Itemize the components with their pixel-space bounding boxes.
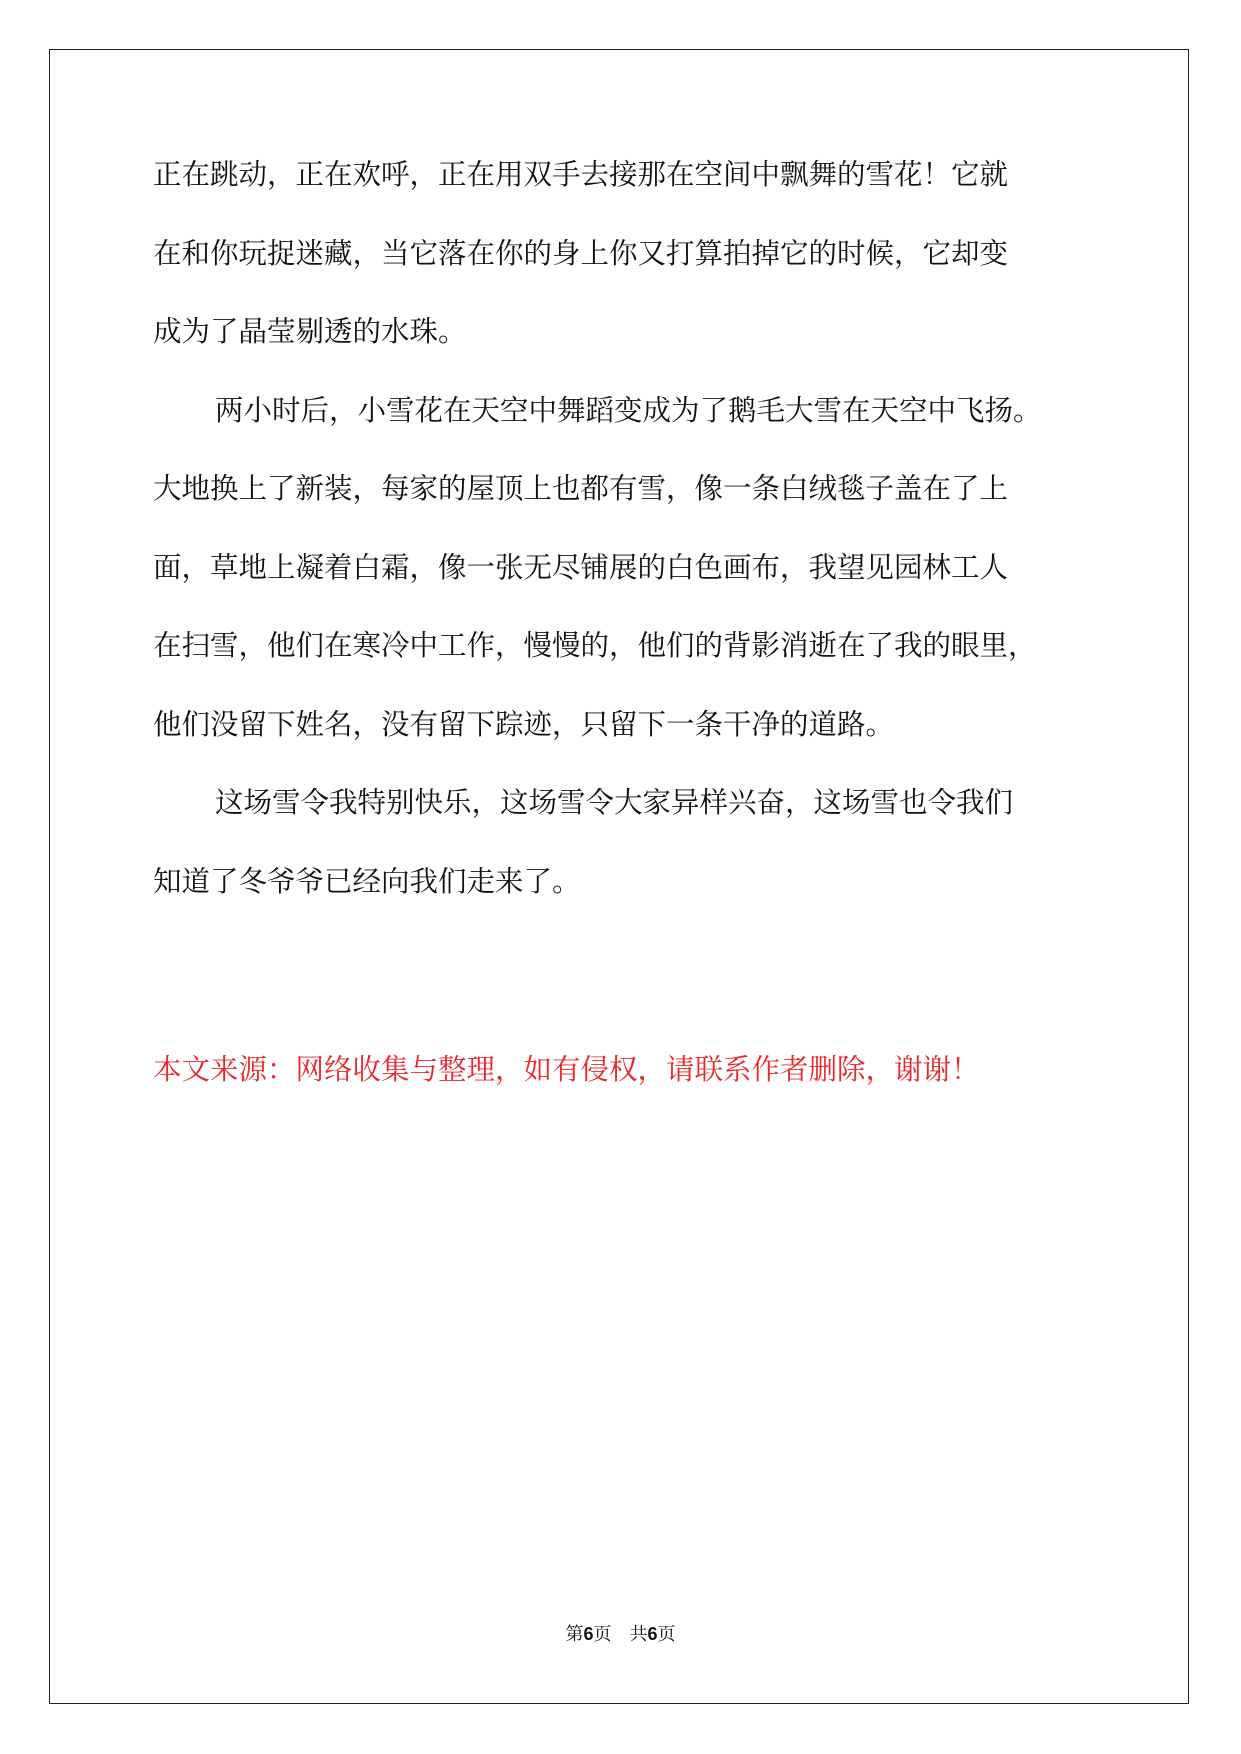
text-line: 在和你玩捉迷藏，当它落在你的身上你又打算拍掉它的时候，它却变 xyxy=(153,236,1009,270)
text-line: 面，草地上凝着白霜，像一张无尽铺展的白色画布，我望见园林工人 xyxy=(153,550,1009,584)
page-footer xyxy=(0,1622,1241,1647)
text-line: 他们没留下姓名，没有留下踪迹，只留下一条干净的道路。 xyxy=(153,707,895,741)
text-line: 在扫雪，他们在寒冷中工作，慢慢的，他们的背影消逝在了我的眼里， xyxy=(153,629,1037,662)
page-total: 6 xyxy=(647,1624,658,1644)
text-line: 成为了晶莹剔透的水珠。 xyxy=(153,315,467,348)
text-line: 正在跳动，正在欢呼，正在用双手去接那在空间中飘舞的雪花！它就 xyxy=(153,158,1009,191)
page-current: 6 xyxy=(583,1624,594,1644)
page-prefix: 第 xyxy=(565,1624,584,1645)
text-line: 大地换上了新装，每家的屋顶上也都有雪，像一条白绒毯子盖在了上 xyxy=(153,472,1009,505)
text-line: 这场雪令我特别快乐，这场雪令大家异样兴奋，这场雪也令我们 xyxy=(215,786,1014,819)
text-line: 知道了冬爷爷已经向我们走来了。 xyxy=(153,864,581,898)
total-suffix: 页 xyxy=(657,1624,676,1645)
source-note: 本文来源：网络收集与整理，如有侵权，请联系作者删除，谢谢！ xyxy=(153,1053,980,1086)
text-line: 两小时后，小雪花在天空中舞蹈变成为了鹅毛大雪在天空中飞扬。 xyxy=(215,393,1042,427)
page-suffix: 页 xyxy=(593,1624,612,1645)
document-body xyxy=(153,155,1093,940)
total-prefix: 共 xyxy=(629,1624,648,1645)
